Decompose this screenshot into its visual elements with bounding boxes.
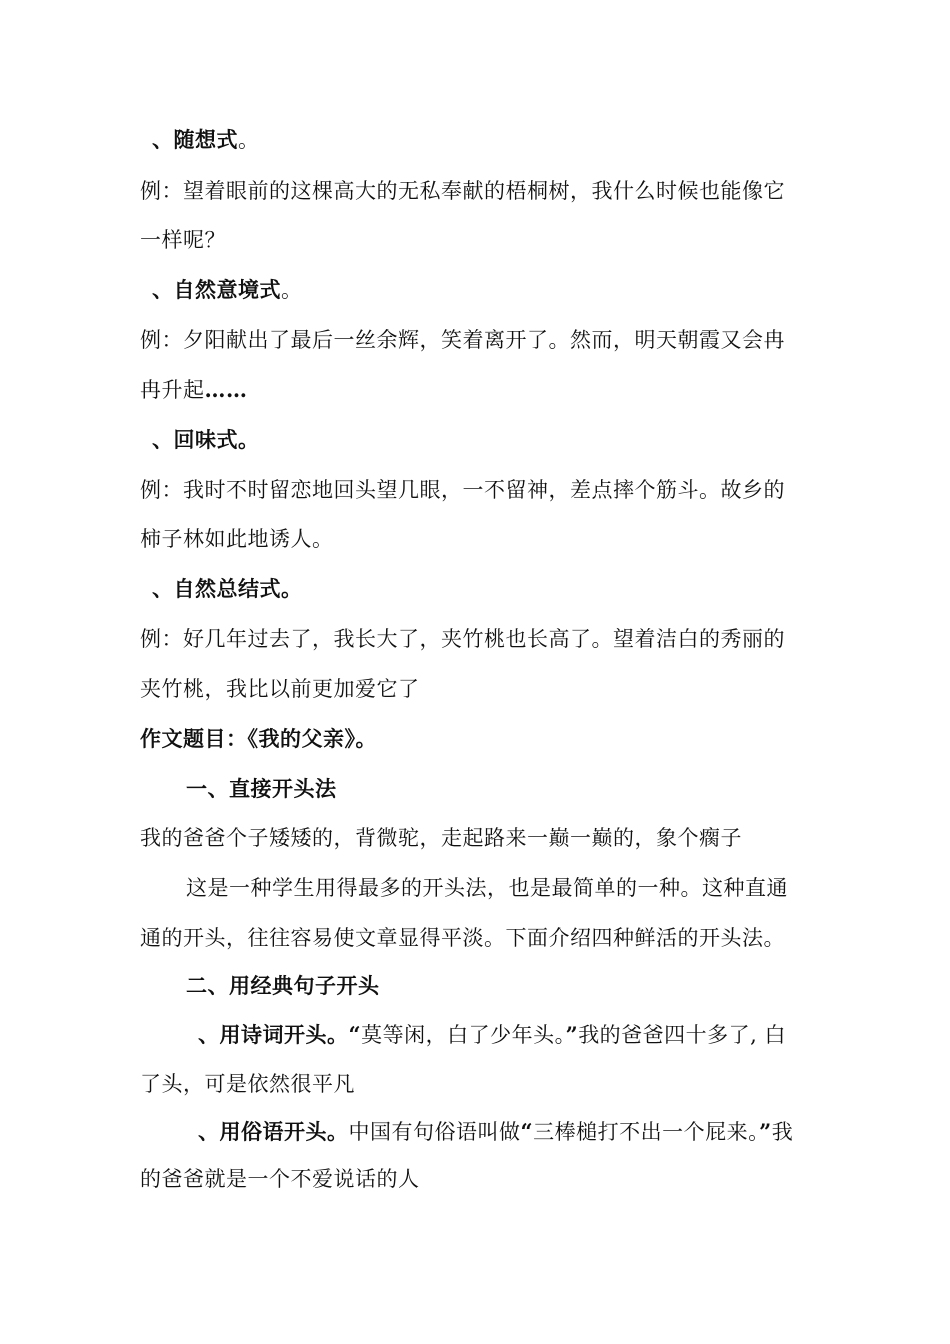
example-line: [140, 674, 420, 704]
example-line: [140, 176, 785, 206]
example-line: [140, 375, 248, 405]
quote-mark: ”: [759, 1119, 772, 1144]
example-line: [140, 624, 785, 654]
body-line: [140, 923, 785, 953]
heading-huiwei: [152, 425, 260, 455]
text: 、用诗词开头。“: [198, 1022, 362, 1047]
text: 我: [771, 1120, 794, 1144]
text: 了头，可是依然很平凡: [140, 1072, 355, 1096]
quote-mark: “: [520, 1119, 534, 1144]
text: 柿子林如此地诱人。: [140, 527, 334, 551]
sub-method-proverb: [198, 1117, 793, 1147]
heading-text: 、自然总结式。: [152, 576, 303, 601]
text: 这是一种学生用得最多的开头法，也是最简单的一种。这种直通: [186, 876, 788, 900]
text: 冉升起: [140, 378, 205, 402]
text: 作文题目：《我的父亲》。: [140, 726, 377, 751]
text: 一、直接开头法: [186, 776, 337, 801]
example-line: [140, 225, 226, 255]
text: 通的开头，往往容易使文章显得平淡。下面介绍四种鲜活的开头法。: [140, 926, 785, 950]
text: 例：好几年过去了，我长大了，夹竹桃也长高了。望着洁白的秀丽的: [140, 627, 785, 651]
text: 二、用经典句子开头: [186, 973, 380, 998]
method-heading-2: [186, 971, 380, 1001]
text: 的爸爸就是一个不爱说话的人: [140, 1167, 420, 1191]
example-line: [140, 325, 785, 355]
text: 例：我时不时留恋地回头望几眼，一不留神，差点摔个筋斗。故乡的: [140, 478, 785, 502]
example-line: [140, 524, 334, 554]
example-line: [140, 475, 785, 505]
heading-text: 、自然意境式: [152, 277, 281, 302]
heading-text: 、回味式。: [152, 427, 260, 452]
heading-suixiang: [152, 125, 260, 155]
body-line: [140, 823, 742, 853]
quote-text: 莫等闲，白了少年头。: [361, 1023, 566, 1047]
text: 例：望着眼前的这棵高大的无私奉献的梧桐树，我什么时候也能像它: [140, 179, 785, 203]
heading-ziran-zongjie: [152, 574, 303, 604]
heading-ziran-yijing: [152, 275, 303, 305]
punctuation: 。: [238, 128, 260, 152]
essay-title: [140, 724, 377, 754]
text: 中国有句俗语叫做: [348, 1120, 521, 1144]
text: 、用俗语开头。: [198, 1119, 349, 1144]
text: 一样呢？: [140, 228, 226, 252]
text: 夹竹桃，我比以前更加爱它了: [140, 677, 420, 701]
text: 我的爸爸个子矮矮的，背微驼，走起路来一巅一巅的，象个瘸子: [140, 826, 742, 850]
text: 我的爸爸四十多了, 白: [578, 1023, 787, 1047]
sub-method-poetry: [198, 1020, 786, 1050]
body-line: [140, 1069, 355, 1099]
quote-text: 三棒槌打不出一个屁来。: [533, 1120, 760, 1144]
body-line: [186, 873, 788, 903]
method-heading-1: [186, 774, 337, 804]
text: 例：夕阳献出了最后一丝余辉，笑着离开了。然而，明天朝霞又会冉: [140, 328, 785, 352]
quote-mark: ”: [565, 1022, 579, 1047]
body-line: [140, 1164, 420, 1194]
heading-text: 、随想式: [152, 127, 238, 152]
punctuation: 。: [281, 278, 303, 302]
ellipsis: ……: [204, 377, 248, 402]
